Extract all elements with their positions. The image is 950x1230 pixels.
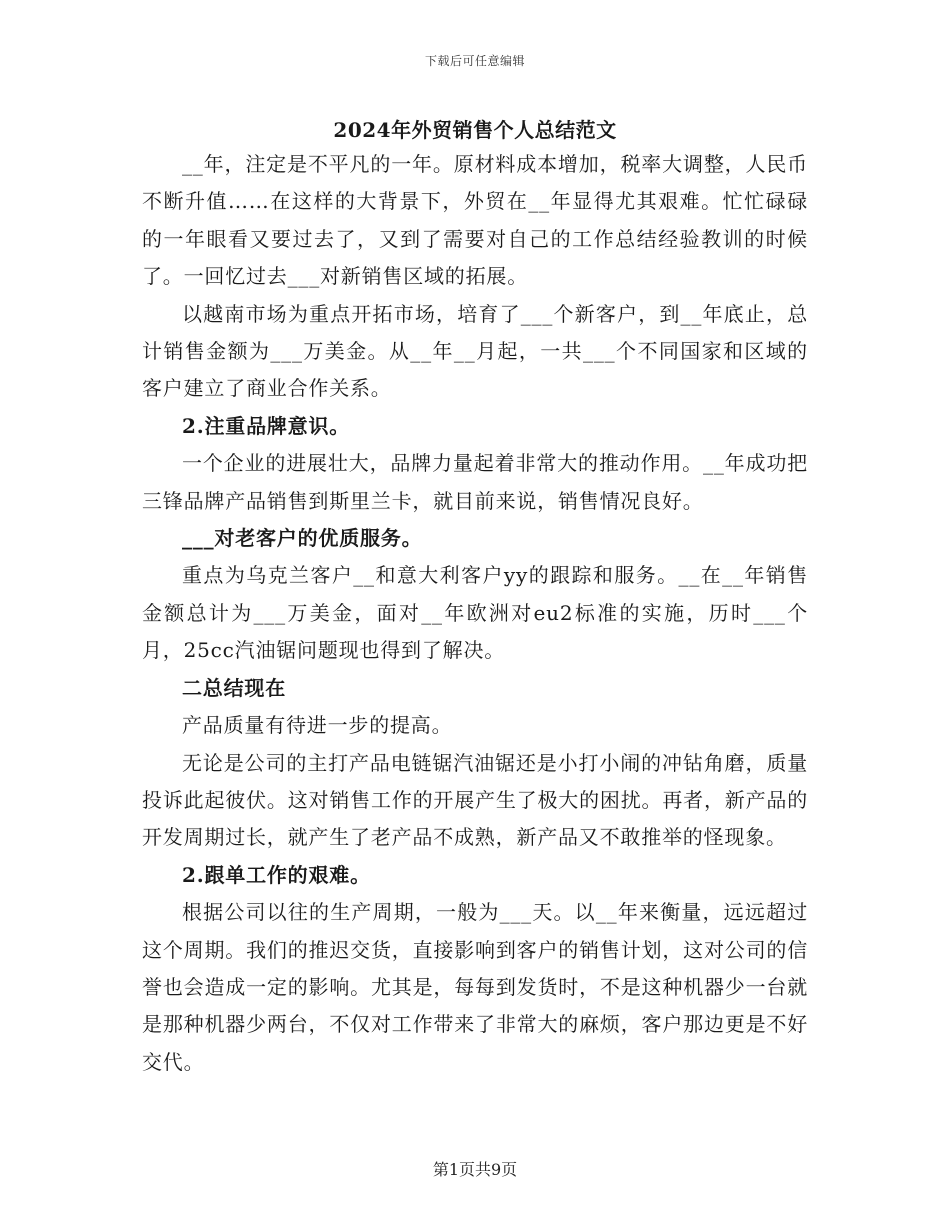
page-header-note: 下载后可任意编辑 xyxy=(424,54,525,68)
paragraph-brand: 一个企业的进展壮大，品牌力量起着非常大的推动作用。__年成功把三锋品牌产品销售到斯里兰卡，就目前来说，销售情况良好。 xyxy=(142,451,808,513)
document-title: 2024年外贸销售个人总结范文 xyxy=(333,118,617,142)
section-heading-brand: 2.注重品牌意识。 xyxy=(182,413,351,438)
section-heading-follow-up: 2.跟单工作的艰难。 xyxy=(182,862,371,887)
paragraph-quality-intro: 产品质量有待进一步的提高。 xyxy=(182,713,453,738)
page-footer-page-number: 第1页共9页 xyxy=(432,1160,518,1179)
section-heading-old-customers: ___对老客户的优质服务。 xyxy=(182,526,423,551)
paragraph-quality: 无论是公司的主打产品电链锯汽油锯还是小打小闹的冲钻角磨，质量投诉此起彼伏。这对销售工作的开展产生了极大的困扰。再者，新产品的开发周期过长，就产生了老产品不成熟，新产品又不敢推举的怪现象。 xyxy=(142,750,808,850)
paragraph-vietnam-market: 以越南市场为重点开拓市场，培育了___个新客户，到__年底止，总计销售金额为___万美金。从__年__月起，一共___个不同国家和区域的客户建立了商业合作关系。 xyxy=(142,301,808,401)
section-heading-present: 二总结现在 xyxy=(182,675,286,700)
document-body xyxy=(142,146,808,1081)
paragraph-old-customers: 重点为乌克兰客户__和意大利客户yy的跟踪和服务。__在__年销售金额总计为___万美金，面对__年欧洲对eu2标准的实施，历时___个月，25cc汽油锯问题现也得到了解决。 xyxy=(142,563,808,663)
paragraph-intro: __年，注定是不平凡的一年。原材料成本增加，税率大调整，人民币不断升值……在这样的大背景下，外贸在__年显得尤其艰难。忙忙碌碌的一年眼看又要过去了，又到了需要对自己的工作总结经验教训的时候了。一回忆过去___对新销售区域的拓展。 xyxy=(142,152,808,289)
paragraph-follow-up: 根据公司以往的生产周期，一般为___天。以__年来衡量，远远超过这个周期。我们的推迟交货，直接影响到客户的销售计划，这对公司的信誉也会造成一定的影响。尤其是，每每到发货时，不是这种机器少一台就是那种机器少两台，不仅对工作带来了非常大的麻烦，客户那边更是不好交代。 xyxy=(142,900,808,1074)
